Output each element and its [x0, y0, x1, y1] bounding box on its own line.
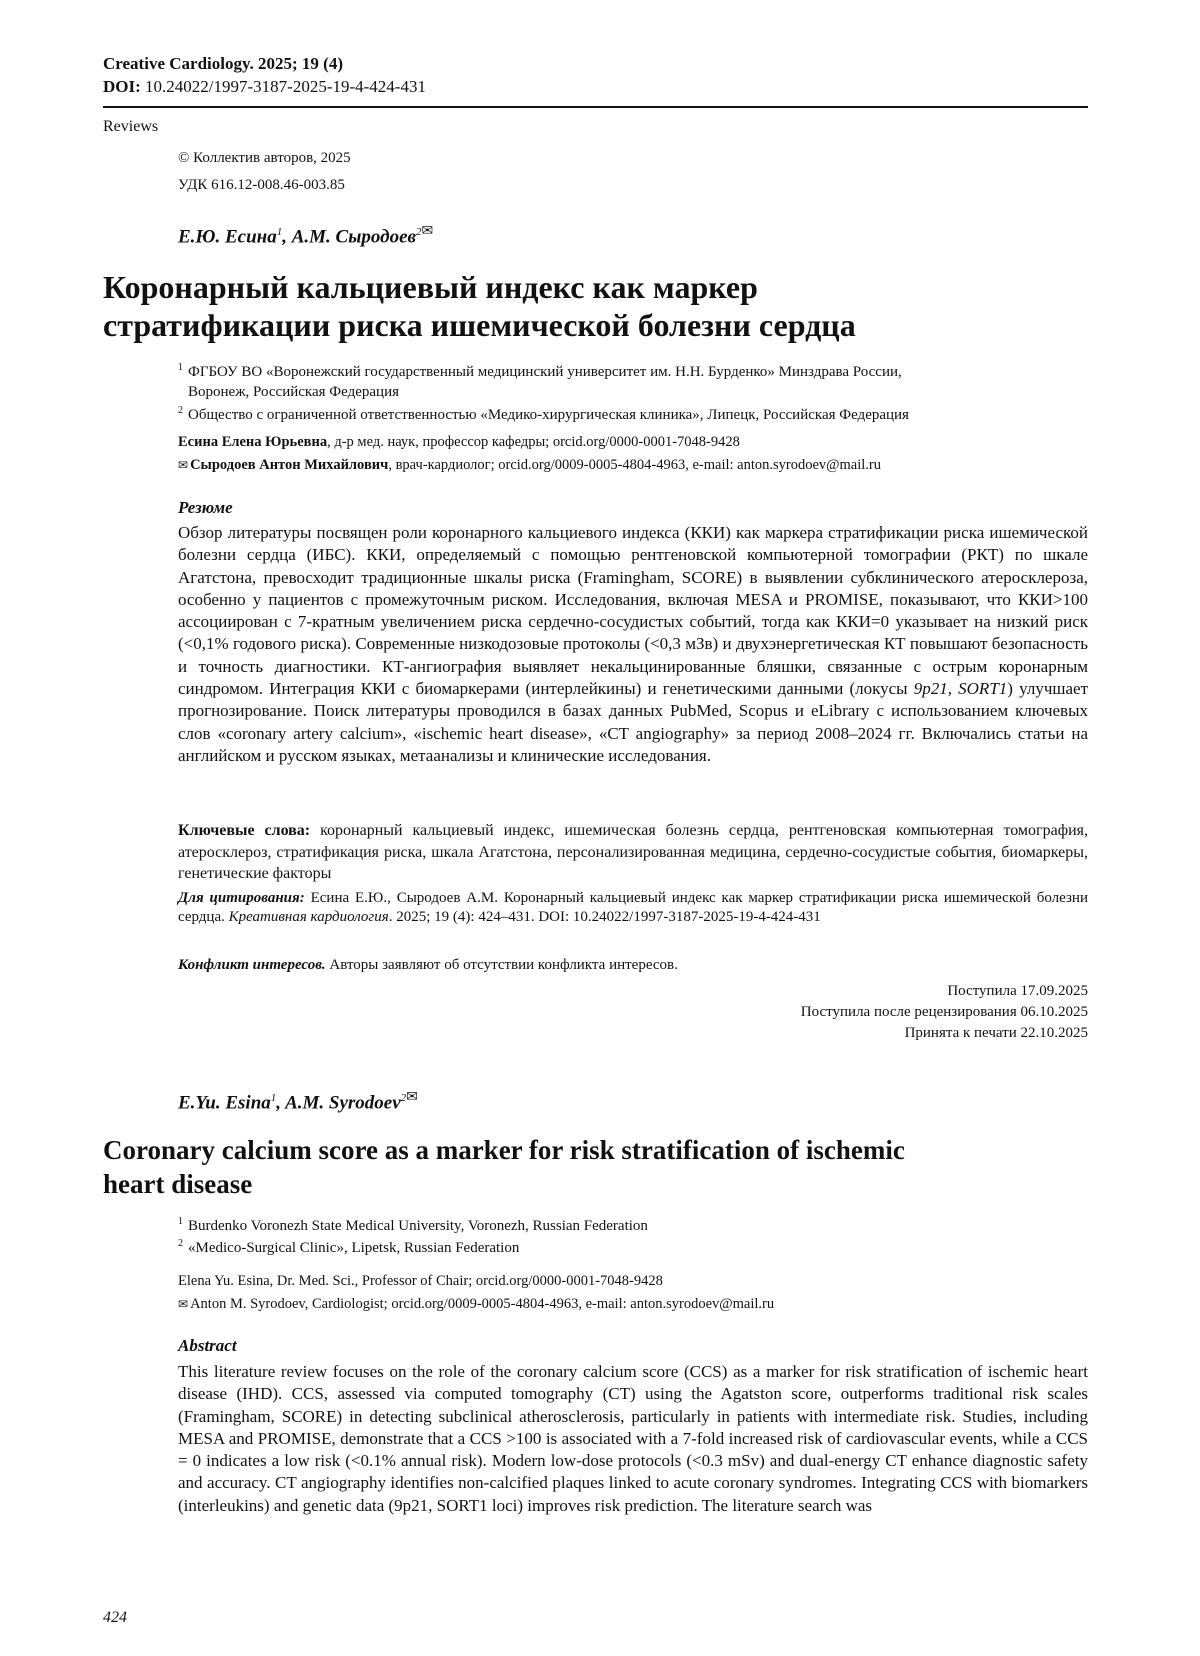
journal-title: Creative Cardiology. 2025; 19 (4) [103, 54, 344, 73]
en-affil2-num: 2 [178, 1238, 183, 1249]
ru-title-line2: стратификации риска ишемической болезни сердца [103, 307, 856, 343]
en-person-1: Elena Yu. Esina, Dr. Med. Sci., Professor of Chair; orcid.org/0000-0001-7048-9428 [178, 1273, 663, 1289]
ru-keywords [178, 820, 1088, 885]
en-authors: E.Yu. Esina$^1$, A.M. Syrodoev$^{2✉}$ [178, 1090, 418, 1114]
ru-citation-text2: . 2025; 19 (4): 424–431. DOI: 10.24022/1997-3187-2025-19-4-424-431 [388, 909, 821, 925]
section-label: Reviews [103, 118, 159, 135]
ru-author2: А.М. Сыродоев [291, 226, 416, 248]
ru-citation [178, 889, 1088, 927]
ru-citation-journal: Креативная кардиология [228, 909, 389, 925]
en-title-line1: Coronary calcium score as a marker for risk stratification of ischemic [103, 1135, 905, 1165]
ru-affil1-line2: Воронеж, Российская Федерация [188, 384, 400, 400]
ru-author2-sup: 2 [416, 226, 422, 238]
ru-affil2-num: 2 [178, 405, 183, 416]
en-author2-sup: 2 [400, 1092, 407, 1104]
header-rule [103, 106, 1088, 108]
ru-abstract-part1: Обзор литературы посвящен роли коронарного кальциевого индекса (ККИ) как маркера стратификации риска ишемической болезни сердца (ИБС). ККИ, определяемый с помощью рентгеновской компьютерной томографии (РКТ) по шкале Агатстона, превосходит традиционные шкалы риска (Framingham, SCORE) в выявлении субклинического атеросклероза, особенно у пациентов с промежуточным риском. Исследования, включая MESA и PROMISE, показывают, что ККИ>100 ассоциирован с 7-кратным увеличением риска сердечно-сосудистых событий, тогда как ККИ=0 указывает на низкий риск (<0,1% годового риска). Современные низкодозовые протоколы (<0,3 мЗв) и двухэнергетическая КТ повышают безопасность и точность диагностики. КТ-ангиография выявляет некальцинированные бляшки, связанные с острым коронарным синдромом. Интеграция ККИ с биомаркерами (интерлейкины) и генетическими данными (локусы [178, 523, 1088, 699]
en-affil1-text: Burdenko Voronezh State Medical University, Voronezh, Russian Federation [188, 1218, 648, 1234]
ru-author1: Е.Ю. Есина [178, 226, 277, 248]
ru-person1-info: , д-р мед. наук, профессор кафедры; orcid.org/0000-0001-7048-9428 [327, 434, 740, 450]
mail-icon: ✉ [421, 224, 434, 239]
page-number: 424 [103, 1609, 127, 1626]
ru-affiliations [178, 362, 1088, 425]
date-accepted: Принята к печати 22.10.2025 [904, 1025, 1088, 1041]
ru-person-1 [178, 432, 1088, 452]
ru-citation-text1: Есина Е.Ю., Сыродоев А.М. Коронарный кальциевый индекс как маркер стратификации риска ишемической болезни сердца. [178, 890, 1088, 925]
journal-header [103, 52, 1088, 98]
ru-keywords-label: Ключевые слова: [178, 822, 311, 839]
ru-affil1-num: 1 [178, 362, 183, 373]
udk-code: УДК 616.12-008.46-003.85 [178, 177, 345, 193]
date-revised: Поступила после рецензирования 06.10.2025 [800, 1004, 1088, 1020]
ru-authors: Е.Ю. Есина$^1$, А.М. Сыродоев$^{2✉}$ [178, 224, 434, 248]
ru-person-2 [178, 455, 1088, 475]
ru-abstract-heading: Резюме [178, 498, 233, 517]
en-author1-sup: 1 [270, 1092, 277, 1104]
en-author2: A.M. Syrodoev [285, 1092, 401, 1114]
ru-article-title [103, 268, 1088, 344]
ru-abstract [178, 522, 1088, 767]
ru-citation-label: Для цитирования: [178, 890, 305, 906]
ru-author1-sup: 1 [276, 226, 283, 238]
en-affil1-num: 1 [178, 1216, 183, 1227]
ru-affil2-text: Общество с ограниченной ответственностью «Медико-хирургическая клиника», Липецк, Российская Федерация [188, 407, 909, 423]
en-author1: E.Yu. Esina [178, 1092, 271, 1114]
en-person2-text: Anton M. Syrodoev, Cardiologist; orcid.org/0009-0005-4804-4963, e-mail: anton.syrodoev@mail.ru [190, 1296, 775, 1312]
ru-affiliation-1 [178, 362, 1088, 402]
en-affil2-text: «Medico-Surgical Clinic», Lipetsk, Russian Federation [188, 1240, 520, 1256]
doi-value[interactable]: 10.24022/1997-3187-2025-19-4-424-431 [145, 77, 426, 96]
en-affiliation-1 [178, 1216, 1088, 1236]
en-person-2 [178, 1294, 1088, 1314]
ru-person2-name: Сыродоев Антон Михайлович [190, 457, 389, 473]
mail-icon: ✉ [178, 458, 189, 472]
ru-title-line1: Коронарный кальциевый индекс как маркер [103, 269, 758, 305]
ru-abstract-loci: 9p21, SORT1 [913, 679, 1008, 699]
ru-dates [801, 981, 1088, 1044]
ru-affil1-line1: ФГБОУ ВО «Воронежский государственный медицинский университет им. Н.Н. Бурденко» Минздрава России, [188, 364, 902, 380]
mail-icon: ✉ [406, 1090, 418, 1105]
en-title-line2: heart disease [103, 1169, 253, 1199]
ru-conflict-label: Конфликт интересов. [178, 957, 326, 973]
ru-affiliation-2 [178, 405, 1088, 425]
ru-abstract-part2: ) улучшает прогнозирование. Поиск литературы проводился в базах данных PubMed, Scopus и eLibrary с использованием ключевых слов «coronary artery calcium», «ischemic heart disease», «CT angiography» за период 2008–2024 гг. Включались статьи на английском и русском языках, метаанализы и клинические исследования. [178, 679, 1088, 765]
en-affiliation-2 [178, 1238, 1088, 1258]
doi-line [103, 75, 1088, 98]
en-abstract: This literature review focuses on the role of the coronary calcium score (CCS) as a marker for risk stratification of ischemic heart disease (IHD). CCS, assessed via computed tomography (CT) using the Agatston score, outperforms traditional risk scales (Framingham, SCORE) in detecting subclinical atherosclerosis, particularly in patients with intermediate risk. Studies, including MESA and PROMISE, demonstrate that a CCS >100 is associated with a 7-fold increased risk of cardiovascular events, while a CCS = 0 indicates a low risk (<0.1% annual risk). Modern low-dose protocols (<0.3 mSv) and dual-energy CT enhance diagnostic safety and accuracy. CT angiography identifies non-calcified plaques linked to acute coronary syndromes. Integrating CCS with biomarkers (interleukins) and genetic data (9p21, SORT1 loci) improves risk prediction. The literature search was [178, 1362, 1088, 1515]
copyright: © Коллектив авторов, 2025 [178, 150, 351, 166]
en-abstract-heading: Abstract [178, 1336, 237, 1355]
ru-person2-info: , врач-кардиолог; orcid.org/0009-0005-4804-4963, e-mail: anton.syrodoev@mail.ru [388, 457, 882, 473]
doi-label: DOI: [103, 77, 141, 96]
ru-conflict [178, 955, 1088, 975]
ru-keywords-text: коронарный кальциевый индекс, ишемическая болезнь сердца, рентгеновская компьютерная томография, атеросклероз, стратификация риска, шкала Агатстона, персонализированная медицина, сердечно-сосудистые события, биомаркеры, генетические факторы [178, 822, 1089, 882]
date-received: Поступила 17.09.2025 [947, 983, 1088, 999]
ru-conflict-text: Авторы заявляют об отсутствии конфликта интересов. [325, 957, 678, 973]
en-article-title [103, 1133, 1088, 1201]
mail-icon: ✉ [178, 1297, 189, 1311]
ru-person1-name: Есина Елена Юрьевна [178, 434, 328, 450]
en-affiliations [178, 1216, 1088, 1258]
